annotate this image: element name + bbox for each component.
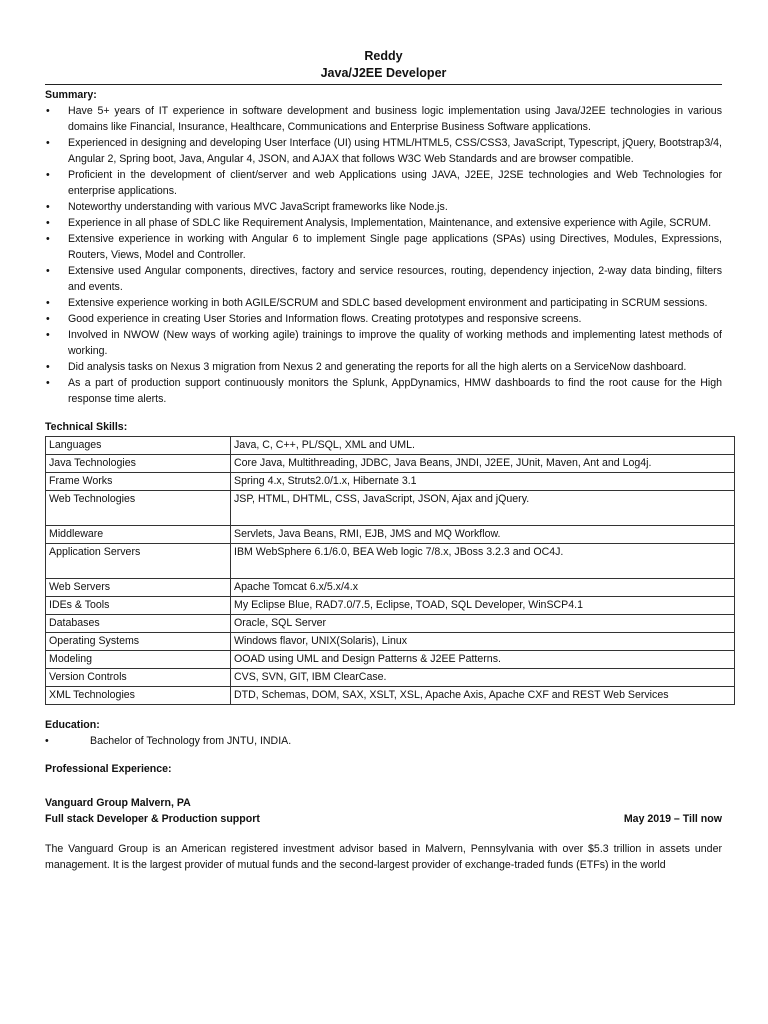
skill-value: Servlets, Java Beans, RMI, EJB, JMS and MQ Workflow. xyxy=(231,526,735,544)
summary-list xyxy=(45,103,722,407)
list-item: • Have 5+ years of IT experience in software development and business logic implementation using Java/J2EE technologies in various domains like Financial, Insurance, Healthcare, Communications and Enterprise Business Software applications. xyxy=(46,105,722,133)
job-title: Full stack Developer & Production support xyxy=(45,813,260,825)
list-item: • Involved in NWOW (New ways of working agile) trainings to improve the quality of working methods and implementing latest methods of working. xyxy=(46,329,722,357)
skill-value: CVS, SVN, GIT, IBM ClearCase. xyxy=(231,669,735,687)
table-row xyxy=(46,526,735,544)
table-row xyxy=(46,669,735,687)
table-row xyxy=(46,615,735,633)
skill-category: Databases xyxy=(46,615,231,633)
skill-value: DTD, Schemas, DOM, SAX, XSLT, XSL, Apache Axis, Apache CXF and REST Web Services xyxy=(231,687,735,705)
skill-category: Web Technologies xyxy=(46,491,231,526)
skill-category: XML Technologies xyxy=(46,687,231,705)
list-item: • Extensive experience in working with Angular 6 to implement Single page applications (SPAs) using Directives, Modules, Expressions, Routers, Views, Model and Controller. xyxy=(46,233,722,261)
bullet-icon: • xyxy=(46,201,50,213)
list-item: • Proficient in the development of client/server and web Applications using JAVA, J2EE, J2SE technologies and Web Technologies for enterprise applications. xyxy=(46,169,722,197)
experience-heading: Professional Experience: xyxy=(45,763,172,775)
skill-category: Version Controls xyxy=(46,669,231,687)
table-row xyxy=(46,651,735,669)
skill-value: Java, C, C++, PL/SQL, XML and UML. xyxy=(231,437,735,455)
skill-value: Spring 4.x, Struts2.0/1.x, Hibernate 3.1 xyxy=(231,473,735,491)
skill-value: Core Java, Multithreading, JDBC, Java Beans, JNDI, J2EE, JUnit, Maven, Ant and Log4j. xyxy=(231,455,735,473)
bullet-icon: • xyxy=(46,105,50,117)
bullet-icon: • xyxy=(46,361,50,373)
job-dates: May 2019 – Till now xyxy=(623,813,722,825)
table-row xyxy=(46,579,735,597)
skills-heading: Technical Skills: xyxy=(45,421,128,433)
skill-category: Java Technologies xyxy=(46,455,231,473)
list-item: • Good experience in creating User Stories and Information flows. Creating prototypes and responsive screens. xyxy=(46,313,582,325)
table-row xyxy=(46,455,735,473)
bullet-icon: • xyxy=(45,735,49,747)
bullet-icon: • xyxy=(46,377,50,389)
bullet-icon: • xyxy=(46,329,50,341)
bullet-icon: • xyxy=(46,169,50,181)
resume-page xyxy=(45,48,722,873)
bullet-icon: • xyxy=(46,233,50,245)
skill-value: Apache Tomcat 6.x/5.x/4.x xyxy=(231,579,735,597)
table-row xyxy=(46,633,735,651)
skill-category: Languages xyxy=(46,437,231,455)
skill-value: JSP, HTML, DHTML, CSS, JavaScript, JSON, Ajax and jQuery. xyxy=(231,491,735,526)
skill-category: Modeling xyxy=(46,651,231,669)
table-row xyxy=(46,544,735,579)
skill-value: IBM WebSphere 6.1/6.0, BEA Web logic 7/8.x, JBoss 3.2.3 and OC4J. xyxy=(231,544,735,579)
skill-category: Web Servers xyxy=(46,579,231,597)
bullet-icon: • xyxy=(46,265,50,277)
list-item: • Extensive experience working in both AGILE/SCRUM and SDLC based development environment and participating in SCRUM sessions. xyxy=(46,297,708,309)
education-item xyxy=(45,733,722,749)
skill-category: Frame Works xyxy=(46,473,231,491)
bullet-icon: • xyxy=(46,217,50,229)
education-degree: Bachelor of Technology from JNTU, INDIA. xyxy=(90,735,292,747)
bullet-icon: • xyxy=(46,137,50,149)
skill-value: My Eclipse Blue, RAD7.0/7.5, Eclipse, TOAD, SQL Developer, WinSCP4.1 xyxy=(231,597,735,615)
skill-value: OOAD using UML and Design Patterns & J2EE Patterns. xyxy=(231,651,735,669)
table-row xyxy=(46,437,735,455)
company-description: The Vanguard Group is an American registered investment advisor based in Malvern, Pennsylvania with over $5.3 trillion in assets under management. It is the largest provider of mutual funds and the second-largest provider of exchange-traded funds (ETFs) in the world xyxy=(45,843,722,871)
skill-category: IDEs & Tools xyxy=(46,597,231,615)
candidate-name: Reddy xyxy=(364,49,403,63)
bullet-icon: • xyxy=(46,313,50,325)
list-item: • Noteworthy understanding with various MVC JavaScript frameworks like Node.js. xyxy=(46,201,448,213)
skill-category: Middleware xyxy=(46,526,231,544)
table-row xyxy=(46,687,735,705)
skill-value: Oracle, SQL Server xyxy=(231,615,735,633)
table-row xyxy=(46,473,735,491)
list-item: • As a part of production support continuously monitors the Splunk, AppDynamics, HMW dashboards to find the root cause for the High response time alerts. xyxy=(46,377,722,405)
company-name: Vanguard Group Malvern, PA xyxy=(45,797,191,809)
candidate-role: Java/J2EE Developer xyxy=(45,65,722,85)
education-heading: Education: xyxy=(45,719,100,731)
list-item: • Did analysis tasks on Nexus 3 migration from Nexus 2 and generating the reports for all the high alerts on a ServiceNow dashboard. xyxy=(46,361,687,373)
bullet-icon: • xyxy=(46,297,50,309)
list-item: • Extensive used Angular components, directives, factory and service resources, routing, dependency injection, 2-way data binding, filters and events. xyxy=(46,265,722,293)
table-row xyxy=(46,491,735,526)
list-item: • Experienced in designing and developing User Interface (UI) using HTML/HTML5, CSS/CSS3, JavaScript, Typescript, jQuery, Bootstrap3/4, Angular 2, Spring boot, Java, Angular 4, JSON, and AJAX that follows W3C Web Standards and are browser compatible. xyxy=(46,137,722,165)
skill-category: Application Servers xyxy=(46,544,231,579)
list-item: • Experience in all phase of SDLC like Requirement Analysis, Implementation, Maintenance, and extensive experience with Agile, SCRUM. xyxy=(46,217,712,229)
table-row xyxy=(46,597,735,615)
skills-table xyxy=(45,436,735,705)
job-title-row xyxy=(45,811,722,827)
summary-heading: Summary: xyxy=(45,89,97,101)
skill-value: Windows flavor, UNIX(Solaris), Linux xyxy=(231,633,735,651)
skill-category: Operating Systems xyxy=(46,633,231,651)
